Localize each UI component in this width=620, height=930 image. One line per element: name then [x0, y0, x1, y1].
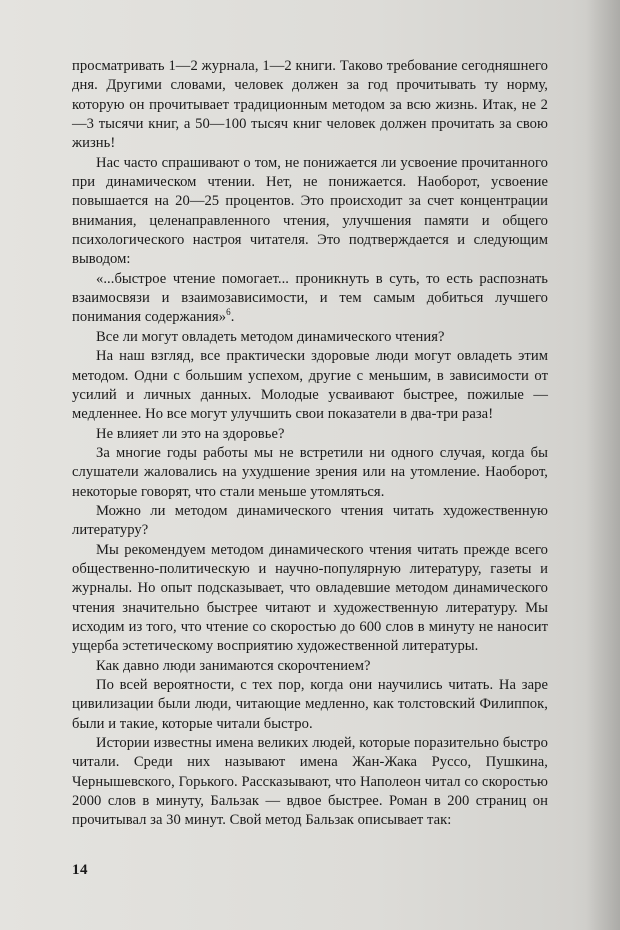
- paragraph: Мы рекомендуем методом динамического чтения читать прежде всего общественно-политическую и научно-популярную литературу, газеты и журналы. Но опыт подсказывает, что овладевшие методом динамического чтения значительно быстрее читают и художественную литературу. Мы исходим из того, что чтение со скоростью до 600 слов в минуту не наносит ущерба эстетическому восприятию художественной литературы.: [72, 541, 548, 655]
- paragraph: По всей вероятности, с тех пор, когда они научились читать. На заре цивилизации были люди, читающие медленно, как толстовский Филиппок, были и такие, которые читали быстро.: [72, 677, 548, 732]
- quotation-text: «...быстрое чтение помогает... проникнуть в суть, то есть распознать взаимосвязи и взаимозависимости, и тем самым добиться лучшего понимания содержания»: [72, 270, 548, 326]
- quotation: «...быстрое чтение помогает... проникнуть в суть, то есть распознать взаимосвязи и взаимозависимости, и тем самым добиться лучшего понимания содержания»$^6$.: [72, 270, 548, 326]
- question: Как давно люди занимаются скорочтением?: [96, 657, 371, 674]
- page-edge-shadow: [586, 0, 620, 930]
- paragraph: Нас часто спрашивают о том, не понижается ли усвоение прочитанного при динамическом чтении. Нет, не понижается. Наоборот, усвоение повышается на 20—25 процентов. Это происходит за счет концентрации внимания, целенаправленного чтения, улучшения памяти и общего психологического настроя читателя. Это подтверждается и следующим выводом:: [72, 154, 548, 268]
- footnote-marker: 6: [226, 307, 231, 318]
- paragraph: За многие годы работы мы не встретили ни одного случая, когда бы слушатели жаловались на ухудшение зрения или на утомление. Наоборот, некоторые говорят, что стали меньше утомляться.: [72, 444, 548, 500]
- paragraph: Истории известны имена великих людей, которые поразительно быстро читали. Среди них называют имена Жан-Жака Руссо, Пушкина, Чернышевского, Горького. Рассказывают, что Наполеон читал со скоростью 2000 слов в минуту, Бальзак — вдвое быстрее. Роман в 200 страниц он прочитывал за 30 минут. Свой метод Бальзак описывает так:: [72, 735, 548, 829]
- paragraph: просматривать 1—2 журнала, 1—2 книги. Таково требование сегодняшнего дня. Другими словами, человек должен за год прочитывать ту норму, которую он прочитывает традиционным методом за всю жизнь. Итак, не 2—3 тысячи книг, а 50—100 тысяч книг человек должен прочитать за свою жизнь!: [72, 58, 548, 152]
- body-text: [72, 57, 548, 831]
- question: Не влияет ли это на здоровье?: [96, 425, 285, 442]
- question: Можно ли методом динамического чтения читать художественную литературу?: [72, 502, 548, 539]
- page-number: 14: [72, 862, 88, 878]
- question: Все ли могут овладеть методом динамического чтения?: [96, 328, 445, 345]
- paragraph: На наш взгляд, все практически здоровые люди могут овладеть этим методом. Одни с большим успехом, другие с меньшим, в зависимости от усилий и личных данных. Молодые усваивают быстрее, пожилые — медленнее. Но все могут улучшить свои показатели в два-три раза!: [72, 348, 548, 423]
